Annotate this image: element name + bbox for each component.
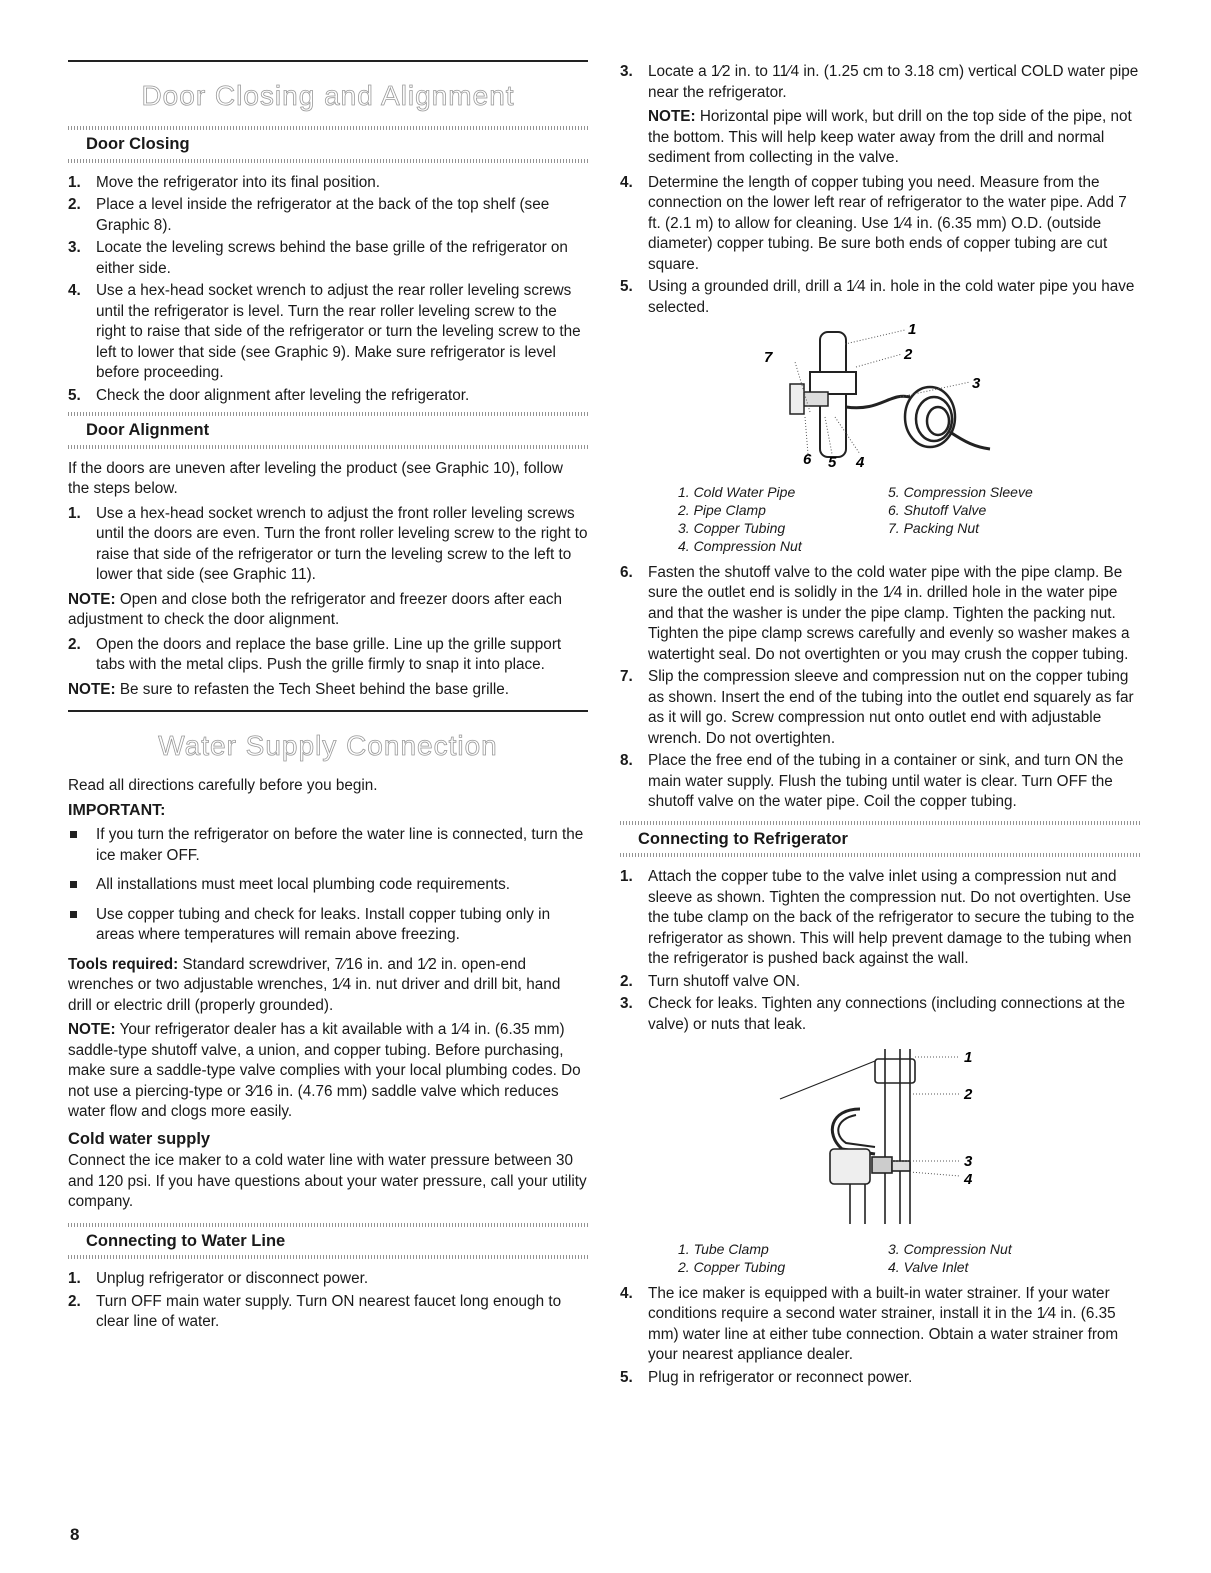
water-line-steps xyxy=(68,1269,588,1333)
connecting-refrigerator-heading: Connecting to Refrigerator xyxy=(638,829,848,848)
read-all-text: Read all directions carefully before you begin. xyxy=(68,777,378,794)
door-alignment-intro: If the doors are uneven after leveling the product (see Graphic 10), follow the steps below. xyxy=(68,459,563,497)
copper-tubing xyxy=(846,396,910,408)
list-item: 5. Check the door alignment after leveling the refrigerator. xyxy=(68,386,470,404)
list-item: 2. Place a level inside the refrigerator at the back of the top shelf (see Graphic 8). xyxy=(68,196,550,234)
legend-item: 2. Copper Tubing xyxy=(678,1258,786,1275)
legend-item: 1. Tube Clamp xyxy=(678,1240,769,1257)
valve-inlet xyxy=(892,1161,910,1171)
note-paragraph: NOTE: Be sure to refasten the Tech Sheet behind the base grille. xyxy=(68,680,510,698)
legend-item: 1. Cold Water Pipe xyxy=(678,483,796,500)
tube-clamp xyxy=(875,1059,915,1083)
tools-paragraph: Tools required: Standard screwdriver, 7⁄16 in. and 1⁄2 in. open-end wrenches or two adjustable wrenches, 1⁄4 in. nut driver and drill bit, hand drill or electric drill (properly grounded). xyxy=(68,955,561,1014)
dotted-rule xyxy=(68,412,588,416)
fig2-callout-4: 4 xyxy=(964,1171,973,1188)
fig1-callout-1: 1 xyxy=(908,322,917,338)
list-item: 5. Plug in refrigerator or reconnect power. xyxy=(620,1368,913,1386)
legend-item: 4. Compression Nut xyxy=(678,537,802,554)
dotted-rule xyxy=(68,1223,588,1227)
note-paragraph: NOTE: Your refrigerator dealer has a kit available with a 1⁄4 in. (6.35 mm) saddle-type shutoff valve, a union, and copper tubing. Before purchasing, make sure a saddle-type valve complies with your local plumbing codes. Do not use a piercing-type or 3⁄16 in. (4.76 mm) saddle valve which reduces water flow and clogs more easily. xyxy=(68,1021,581,1120)
section-rule xyxy=(68,710,588,712)
page-number: 8 xyxy=(70,1525,80,1544)
door-section-title: Door Closing and Alignment xyxy=(141,80,515,111)
legend-item: 4. Valve Inlet xyxy=(888,1258,969,1275)
list-item: 5. Using a grounded drill, drill a 1⁄4 in. hole in the cold water pipe you have selected. xyxy=(620,278,1135,316)
left-column xyxy=(68,60,588,1337)
legend-item: 6. Shutoff Valve xyxy=(888,501,987,518)
legend-item: 3. Copper Tubing xyxy=(678,519,786,536)
dotted-rule xyxy=(68,159,588,163)
legend-item xyxy=(888,537,1088,555)
dotted-rule xyxy=(620,821,1142,825)
dotted-rule xyxy=(68,1255,588,1259)
section-rule xyxy=(68,60,588,62)
list-item: If you turn the refrigerator on before the water line is connected, turn the ice maker OFF. xyxy=(68,825,588,866)
water-section-title: Water Supply Connection xyxy=(158,730,498,761)
list-item: 1. Move the refrigerator into its final position. xyxy=(68,173,380,191)
door-closing-heading: Door Closing xyxy=(86,135,190,153)
fig1-callout-2: 2 xyxy=(904,346,913,363)
fig1-callout-7: 7 xyxy=(764,349,773,366)
door-alignment-heading: Door Alignment xyxy=(86,421,210,439)
list-item: 8. Place the free end of the tubing in a container or sink, and turn ON the main water supply. Flush the tubing until water is clear. Turn OFF the shutoff valve on the water pipe. Coil the copper tubing. xyxy=(620,752,1124,810)
door-alignment-steps-2 xyxy=(68,635,588,676)
door-alignment-steps xyxy=(68,504,588,586)
compression-nut xyxy=(872,1157,892,1173)
legend-item: 2. Pipe Clamp xyxy=(678,501,766,518)
list-item: 6. Fasten the shutoff valve to the cold water pipe with the pipe clamp. Be sure the outlet end is solidly in the 1⁄4 in. drilled hole in the water pipe and that the washer is under the pipe clamp. Tighten the packing nut. Tighten the pipe clamp screws carefully and evenly so washer makes a watertight seal. Do not overtighten or you may crush the copper tubing. xyxy=(620,563,1130,663)
fig2-callout-2: 2 xyxy=(964,1086,973,1103)
list-item: 1. Unplug refrigerator or disconnect power. xyxy=(68,1270,369,1287)
list-item: Use copper tubing and check for leaks. Install copper tubing only in areas where temperatures will remain above freezing. xyxy=(68,905,588,946)
list-item: 3. Locate the leveling screws behind the base grille of the refrigerator on either side. xyxy=(68,239,568,277)
cold-water-heading: Cold water supply xyxy=(68,1129,211,1148)
cold-water-text: Connect the ice maker to a cold water line with water pressure between 30 and 120 psi. If you have questions about your water pressure, call your utility company. xyxy=(68,1152,587,1210)
legend-item: 3. Compression Nut xyxy=(888,1240,1012,1257)
important-list xyxy=(68,825,588,946)
pipe-clamp xyxy=(810,372,856,394)
water-line-heading: Connecting to Water Line xyxy=(86,1231,286,1250)
door-closing-steps xyxy=(68,173,588,407)
legend-item: 5. Compression Sleeve xyxy=(888,483,1033,500)
shutoff-valve-diagram xyxy=(620,322,1140,472)
fridge-steps-cont xyxy=(620,1284,1142,1389)
list-item: 4. Use a hex-head socket wrench to adjust the rear roller leveling screws until the refrigerator is level. Turn the rear roller leveling screw to the right to raise that side of the refrigerator or turn the leveling screw to the left to lower that side (see Graphic 9). Make sure refrigerator is level before proceeding. xyxy=(68,282,581,381)
list-item: 2. Turn OFF main water supply. Turn ON nearest faucet long enough to clear line of water. xyxy=(68,1292,562,1330)
list-item: 4. The ice maker is equipped with a built-in water strainer. If your water conditions require a second water strainer, install it in the 1⁄4 in. (6.35 mm) water line at either tube connection. Obtain a water strainer from your nearest appliance dealer. xyxy=(620,1284,1119,1363)
list-item: 2. Turn shutoff valve ON. xyxy=(620,972,801,990)
dotted-rule xyxy=(68,445,588,449)
dotted-rule xyxy=(68,126,588,130)
list-item: 4. Determine the length of copper tubing you need. Measure from the connection on the lower left rear of refrigerator to the water pipe. Add 7 ft. (2.1 m) to allow for cleaning. Use 1⁄4 in. (6.35 mm) O.D. (outside diameter) copper tubing. Be sure both ends of copper tubing are cut square. xyxy=(620,173,1127,273)
fig2-legend xyxy=(678,1240,1142,1276)
fridge-steps xyxy=(620,867,1142,1035)
right-column xyxy=(620,60,1142,1392)
list-item: 1. Use a hex-head socket wrench to adjust the front roller leveling screws until the doors are even. Turn the front roller leveling screw to the right to raise that side of the refrigerator or turn the leveling screw to the left to lower that side (see Graphic 11). xyxy=(68,504,588,583)
important-label: IMPORTANT: xyxy=(68,801,166,819)
fig1-callout-3: 3 xyxy=(972,375,981,392)
fig1-legend xyxy=(678,483,1142,555)
list-item: 1. Attach the copper tube to the valve inlet using a compression nut and sleeve as shown. Tighten the compression nut. Do not overtighten. Use the tube clamp on the back of the refrigerator to secure the tubing to the refrigerator as shown. This will help prevent damage to the tubing when the refrigerator is pushed back against the wall. xyxy=(620,868,1135,967)
water-line-steps-cont xyxy=(620,62,1142,318)
list-item: 3. Locate a 1⁄2 in. to 11⁄4 in. (1.25 cm to 3.18 cm) vertical COLD water pipe near the refrigerator. NOTE: Horizontal pipe will work, but drill on the top side of the pipe, not the bottom. This will help keep water away from the drill and normal sediment from collecting in the valve. xyxy=(620,62,1142,169)
packing-nut xyxy=(790,384,804,414)
list-item: All installations must meet local plumbing code requirements. xyxy=(68,875,588,896)
fig1-callout-5: 5 xyxy=(828,454,837,471)
list-item: 2. Open the doors and replace the base grille. Line up the grille support tabs with the metal clips. Push the grille firmly to snap it into place. xyxy=(68,635,562,673)
dotted-rule xyxy=(620,853,1142,857)
fig1-callout-4: 4 xyxy=(856,454,865,471)
valve-inlet-diagram xyxy=(620,1039,1140,1229)
fig2-callout-1: 1 xyxy=(964,1049,973,1066)
fig2-callout-3: 3 xyxy=(964,1153,973,1170)
list-item: 3. Check for leaks. Tighten any connections (including connections at the valve) or nuts that leak. xyxy=(620,995,1126,1033)
fig1-callout-6: 6 xyxy=(803,451,812,468)
note-paragraph: NOTE: Open and close both the refrigerator and freezer doors after each adjustment to check the door alignment. xyxy=(68,590,563,628)
water-line-steps-6-8 xyxy=(620,563,1142,813)
legend-item: 7. Packing Nut xyxy=(888,519,980,536)
list-item: 7. Slip the compression sleeve and compression nut on the copper tubing as shown. Insert the end of the tubing into the outlet end squarely as far as it will go. Screw compression nut onto outlet end with adjustable wrench. Do not overtighten. xyxy=(620,668,1134,747)
note-paragraph: NOTE: Horizontal pipe will work, but drill on the top side of the pipe, not the bottom. This will help keep water away from the drill and normal sediment from collecting in the valve. xyxy=(648,108,1132,166)
valve-body xyxy=(830,1149,870,1184)
